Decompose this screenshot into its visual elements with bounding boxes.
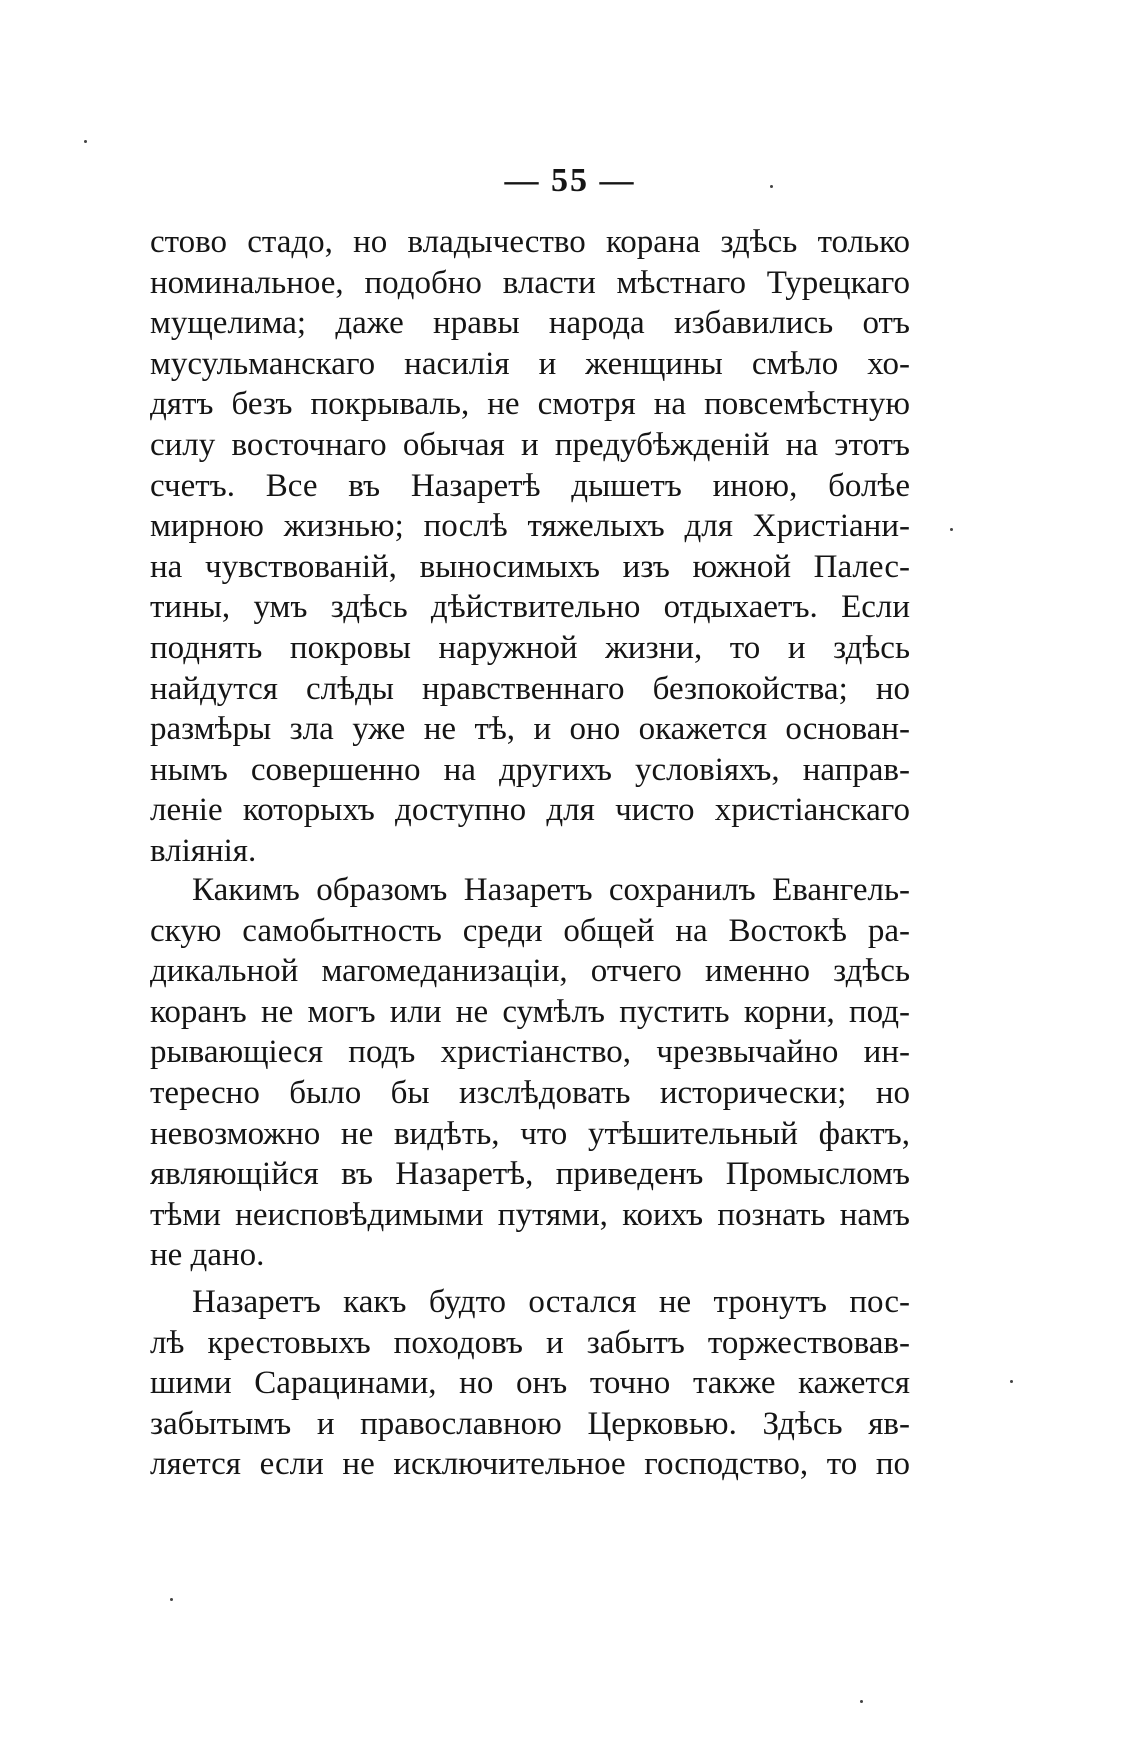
text-line: поднять покровы наружной жизни, то и здѣсь	[150, 629, 910, 666]
text-line: являющійся въ Назаретѣ, приведенъ Промысломъ	[150, 1156, 910, 1193]
page-number: — 55 —	[504, 162, 636, 199]
paragraph-2	[150, 870, 910, 1276]
text-line: шими Сарацинами, но онъ точно также кажется	[150, 1365, 910, 1402]
scan-speck	[770, 185, 773, 188]
text-line: ляется если не исключительное господство, то по	[150, 1446, 910, 1483]
text-line: вліянія.	[150, 832, 257, 869]
text-line: номинальное, подобно власти мѣстнаго Турецкаго	[150, 264, 910, 301]
text-line: забытымъ и православною Церковью. Здѣсь яв-	[150, 1405, 910, 1442]
text-line: скую самобытность среди общей на Востокѣ ра-	[150, 912, 910, 949]
text-line: Назаретъ какъ будто остался не тронутъ пос-	[192, 1284, 910, 1320]
text-line: мирною жизнью; послѣ тяжелыхъ для Христіани-	[150, 508, 910, 545]
text-line: невозможно не видѣть, что утѣшительный фактъ,	[150, 1115, 910, 1152]
text-line: стово стадо, но владычество корана здѣсь только	[150, 224, 910, 260]
scan-speck	[950, 528, 953, 531]
text-line: леніе которыхъ доступно для чисто христіанскаго	[150, 792, 910, 829]
scan-speck	[1010, 1380, 1013, 1383]
scan-speck	[84, 140, 87, 143]
text-line: не дано.	[150, 1237, 265, 1274]
text-line: на чувствованій, выносимыхъ изъ южной Палес-	[150, 548, 910, 585]
paragraph-3	[150, 1282, 910, 1485]
text-line: счетъ. Все въ Назаретѣ дышетъ иною, болѣе	[150, 467, 910, 504]
text-line: дикальной магомеданизаціи, отчего именно здѣсь	[150, 953, 910, 990]
scan-speck	[170, 1598, 173, 1601]
text-line: тины, умъ здѣсь дѣйствительно отдыхаетъ. Если	[150, 589, 910, 626]
text-line: тѣми неисповѣдимыми путями, коихъ познать намъ	[150, 1196, 910, 1233]
text-line: размѣры зла уже не тѣ, и оно окажется основан-	[150, 711, 910, 748]
text-line: тересно было бы изслѣдовать исторически; но	[150, 1074, 910, 1111]
text-line: силу восточнаго обычая и предубѣжденій на этотъ	[150, 426, 910, 463]
text-line: коранъ не могъ или не сумѣлъ пустить корни, под-	[150, 993, 910, 1030]
text-line: мущелима; даже нравы народа избавились отъ	[150, 305, 910, 342]
text-line: найдутся слѣды нравственнаго безпокойства; но	[150, 670, 910, 707]
text-line: Какимъ образомъ Назаретъ сохранилъ Евангель-	[192, 872, 910, 908]
text-line: мусульманскаго насилія и женщины смѣло хо-	[150, 345, 910, 382]
scan-speck	[860, 1700, 863, 1703]
text-line: дятъ безъ покрываль, не смотря на повсемѣстную	[150, 386, 910, 423]
text-line: нымъ совершенно на другихъ условіяхъ, направ-	[150, 751, 910, 788]
text-line: рывающіеся подъ христіанство, чрезвычайно ин-	[150, 1034, 910, 1071]
text-line: лѣ крестовыхъ походовъ и забытъ торжествовав-	[150, 1324, 910, 1361]
paragraph-1	[150, 222, 910, 872]
